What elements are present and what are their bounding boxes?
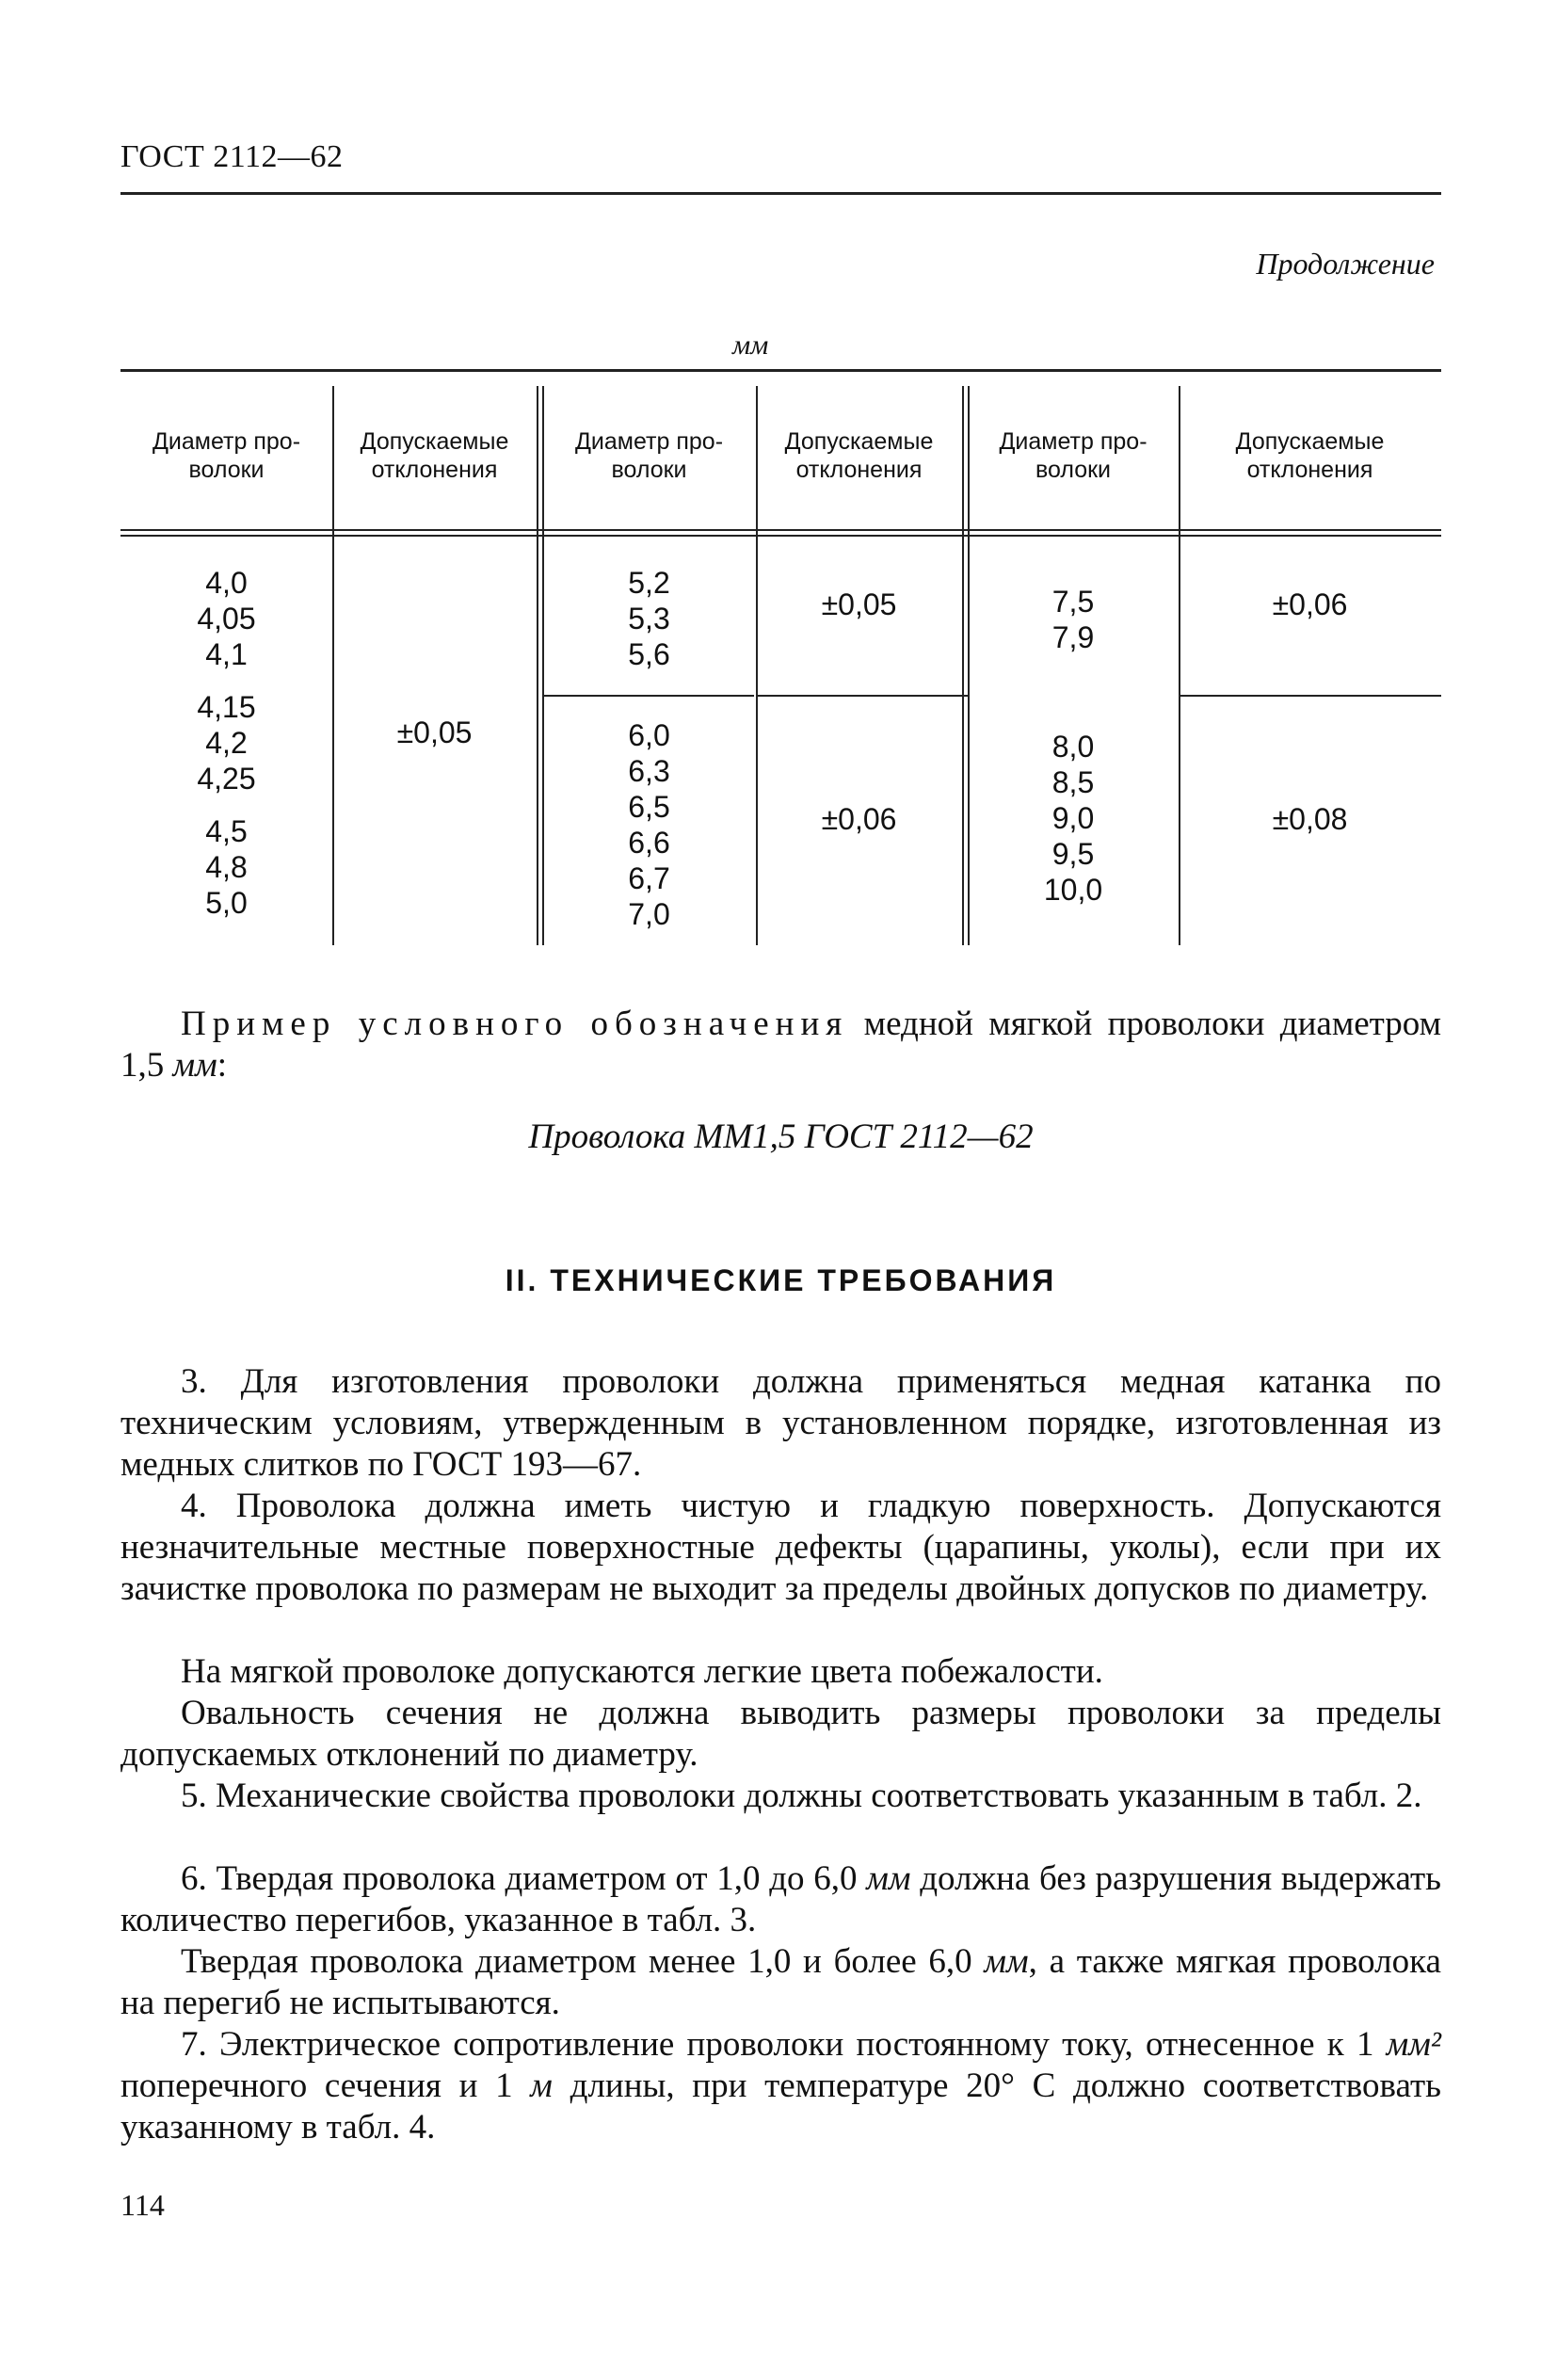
- group3-tolerance-b: ±0,08: [1272, 802, 1348, 836]
- table-header-rule-1: [120, 529, 1441, 531]
- paragraph-3: 3. Для изготовления проволоки должна применяться медная катанка по техническим условиям, утвержденным в установленном порядке, изготовленная из медных слитков по ГОСТ 193—67.: [120, 1362, 1441, 1484]
- table-cell: 4,15: [197, 690, 256, 724]
- paragraph-7-unit-1: мм²: [1386, 2025, 1441, 2064]
- table-cell: 4,8: [205, 850, 248, 884]
- col-divider-4a: [962, 386, 964, 945]
- table-cell: 5,2: [628, 566, 670, 600]
- header-diameter-1: Диаметр про- волоки: [152, 428, 301, 483]
- paragraph-7: [120, 2024, 1441, 2148]
- table-cell: 8,0: [1051, 730, 1095, 764]
- table-header-rule-2: [120, 535, 1441, 537]
- example-lead-rest: медной мягкой проволоки диаметром 1,5: [120, 1005, 1441, 1085]
- group1-tolerance: ±0,05: [396, 716, 473, 749]
- example-lead-end: :: [217, 1046, 228, 1085]
- table-cell: 8,5: [1051, 765, 1095, 799]
- paragraph-5: 5. Механические свойства проволоки должны соответствовать указанным в табл. 2.: [181, 1777, 1422, 1815]
- table-cell: 4,0: [205, 566, 248, 600]
- paragraph-6-text-b: должна без разрушения выдержать количество перегибов, указанное в табл. 3.: [120, 1859, 1441, 1939]
- header-tolerance-2: Допускаемые отклонения: [784, 428, 934, 483]
- paragraph-7-text-a: 7. Электрическое сопротивление проволоки постоянному току, отнесенное к 1: [181, 2025, 1387, 2064]
- continuation-label: Продолжение: [1256, 247, 1435, 281]
- paragraph-6-b: [120, 1941, 1441, 2024]
- table-cell: 6,0: [628, 718, 670, 752]
- paragraph-7-text-b: поперечного сечения и 1: [120, 2066, 531, 2105]
- paragraph-7-text-c: длины, при температуре 20° С должно соответствовать указанному в табл. 4.: [120, 2066, 1442, 2147]
- example-lead-spaced: Пример условного обозначения: [181, 1005, 849, 1043]
- header-tolerance-3: Допускаемые отклонения: [1235, 428, 1385, 483]
- section-title: II. ТЕХНИЧЕСКИЕ ТРЕБОВАНИЯ: [505, 1263, 1057, 1297]
- designation-example-text: [120, 1004, 1441, 1086]
- table-cell: 10,0: [1043, 873, 1103, 907]
- table-cell: 4,1: [205, 637, 248, 671]
- paragraph-4-b: На мягкой проволоке допускаются легкие цвета побежалости.: [181, 1652, 1103, 1691]
- group3-diameters-a: [968, 584, 1179, 655]
- example-lead-unit: мм: [172, 1046, 217, 1085]
- table-cell: 5,3: [628, 602, 670, 635]
- col-divider-2a: [537, 386, 538, 945]
- group3-tol-divider: [1179, 695, 1441, 697]
- header-diameter-2: Диаметр про- волоки: [574, 428, 724, 483]
- group1-diameters: [120, 565, 332, 921]
- paragraph-4-c: Овальность сечения не должна выводить размеры проволоки за пределы допускаемых отклонений по диаметру.: [120, 1694, 1441, 1774]
- units-label: мм: [732, 330, 769, 361]
- table-cell: 6,3: [628, 754, 670, 788]
- paragraph-6: [120, 1858, 1441, 1941]
- designation-example: Проволока ММ1,5 ГОСТ 2112—62: [528, 1118, 1034, 1156]
- table-cell: 9,5: [1051, 837, 1095, 871]
- group2-tolerance-b: ±0,06: [821, 802, 897, 836]
- table-top-rule: [120, 369, 1441, 372]
- group2-divider: [542, 695, 754, 697]
- paragraph-7-unit-2: м: [530, 2066, 553, 2105]
- table-cell: 4,5: [205, 814, 248, 848]
- paragraph-6b-unit: мм: [984, 1942, 1029, 1981]
- page-number: 114: [120, 2188, 165, 2222]
- group2-diameters-a: [542, 565, 756, 672]
- paragraph-6b-text-a: Твердая проволока диаметром менее 1,0 и более 6,0: [181, 1942, 985, 1981]
- header-rule: [120, 192, 1441, 195]
- document-header: ГОСТ 2112—62: [120, 139, 344, 174]
- group3-diameters-b: [968, 729, 1179, 908]
- paragraph-6-unit: мм: [866, 1859, 911, 1898]
- paragraph-4: 4. Проволока должна иметь чистую и гладкую поверхность. Допускаются незначительные местные поверхностные дефекты (царапины, уколы), если при их зачистке проволока по размерам не выходит за пределы двойных допусков по диаметру.: [120, 1487, 1441, 1608]
- header-tolerance-1: Допускаемые отклонения: [360, 428, 509, 483]
- header-diameter-3: Диаметр про- волоки: [999, 428, 1148, 483]
- group2-tolerance-a: ±0,05: [821, 587, 897, 621]
- table-cell: 9,0: [1051, 801, 1095, 835]
- table-cell: 7,9: [1051, 620, 1095, 654]
- table-cell: 4,2: [205, 726, 248, 760]
- tolerance-table: [120, 369, 1441, 945]
- table-cell: 5,6: [628, 637, 670, 671]
- table-cell: 7,5: [1051, 585, 1095, 619]
- table-cell: 7,0: [628, 897, 670, 931]
- paragraph-6-text-a: 6. Твердая проволока диаметром от 1,0 до 6,0: [181, 1859, 867, 1898]
- paragraph-6b-text-b: , а также мягкая проволока на перегиб не испытываются.: [120, 1942, 1441, 2022]
- table-cell: 4,25: [197, 762, 256, 796]
- group2-tol-divider: [756, 695, 968, 697]
- table-cell: 4,05: [197, 602, 256, 635]
- table-cell: 6,7: [628, 861, 670, 895]
- group2-diameters-b: [542, 717, 756, 932]
- table-cell: 6,6: [628, 826, 670, 860]
- group3-tolerance-a: ±0,06: [1272, 587, 1348, 621]
- table-cell: 5,0: [205, 886, 248, 920]
- table-cell: 6,5: [628, 790, 670, 824]
